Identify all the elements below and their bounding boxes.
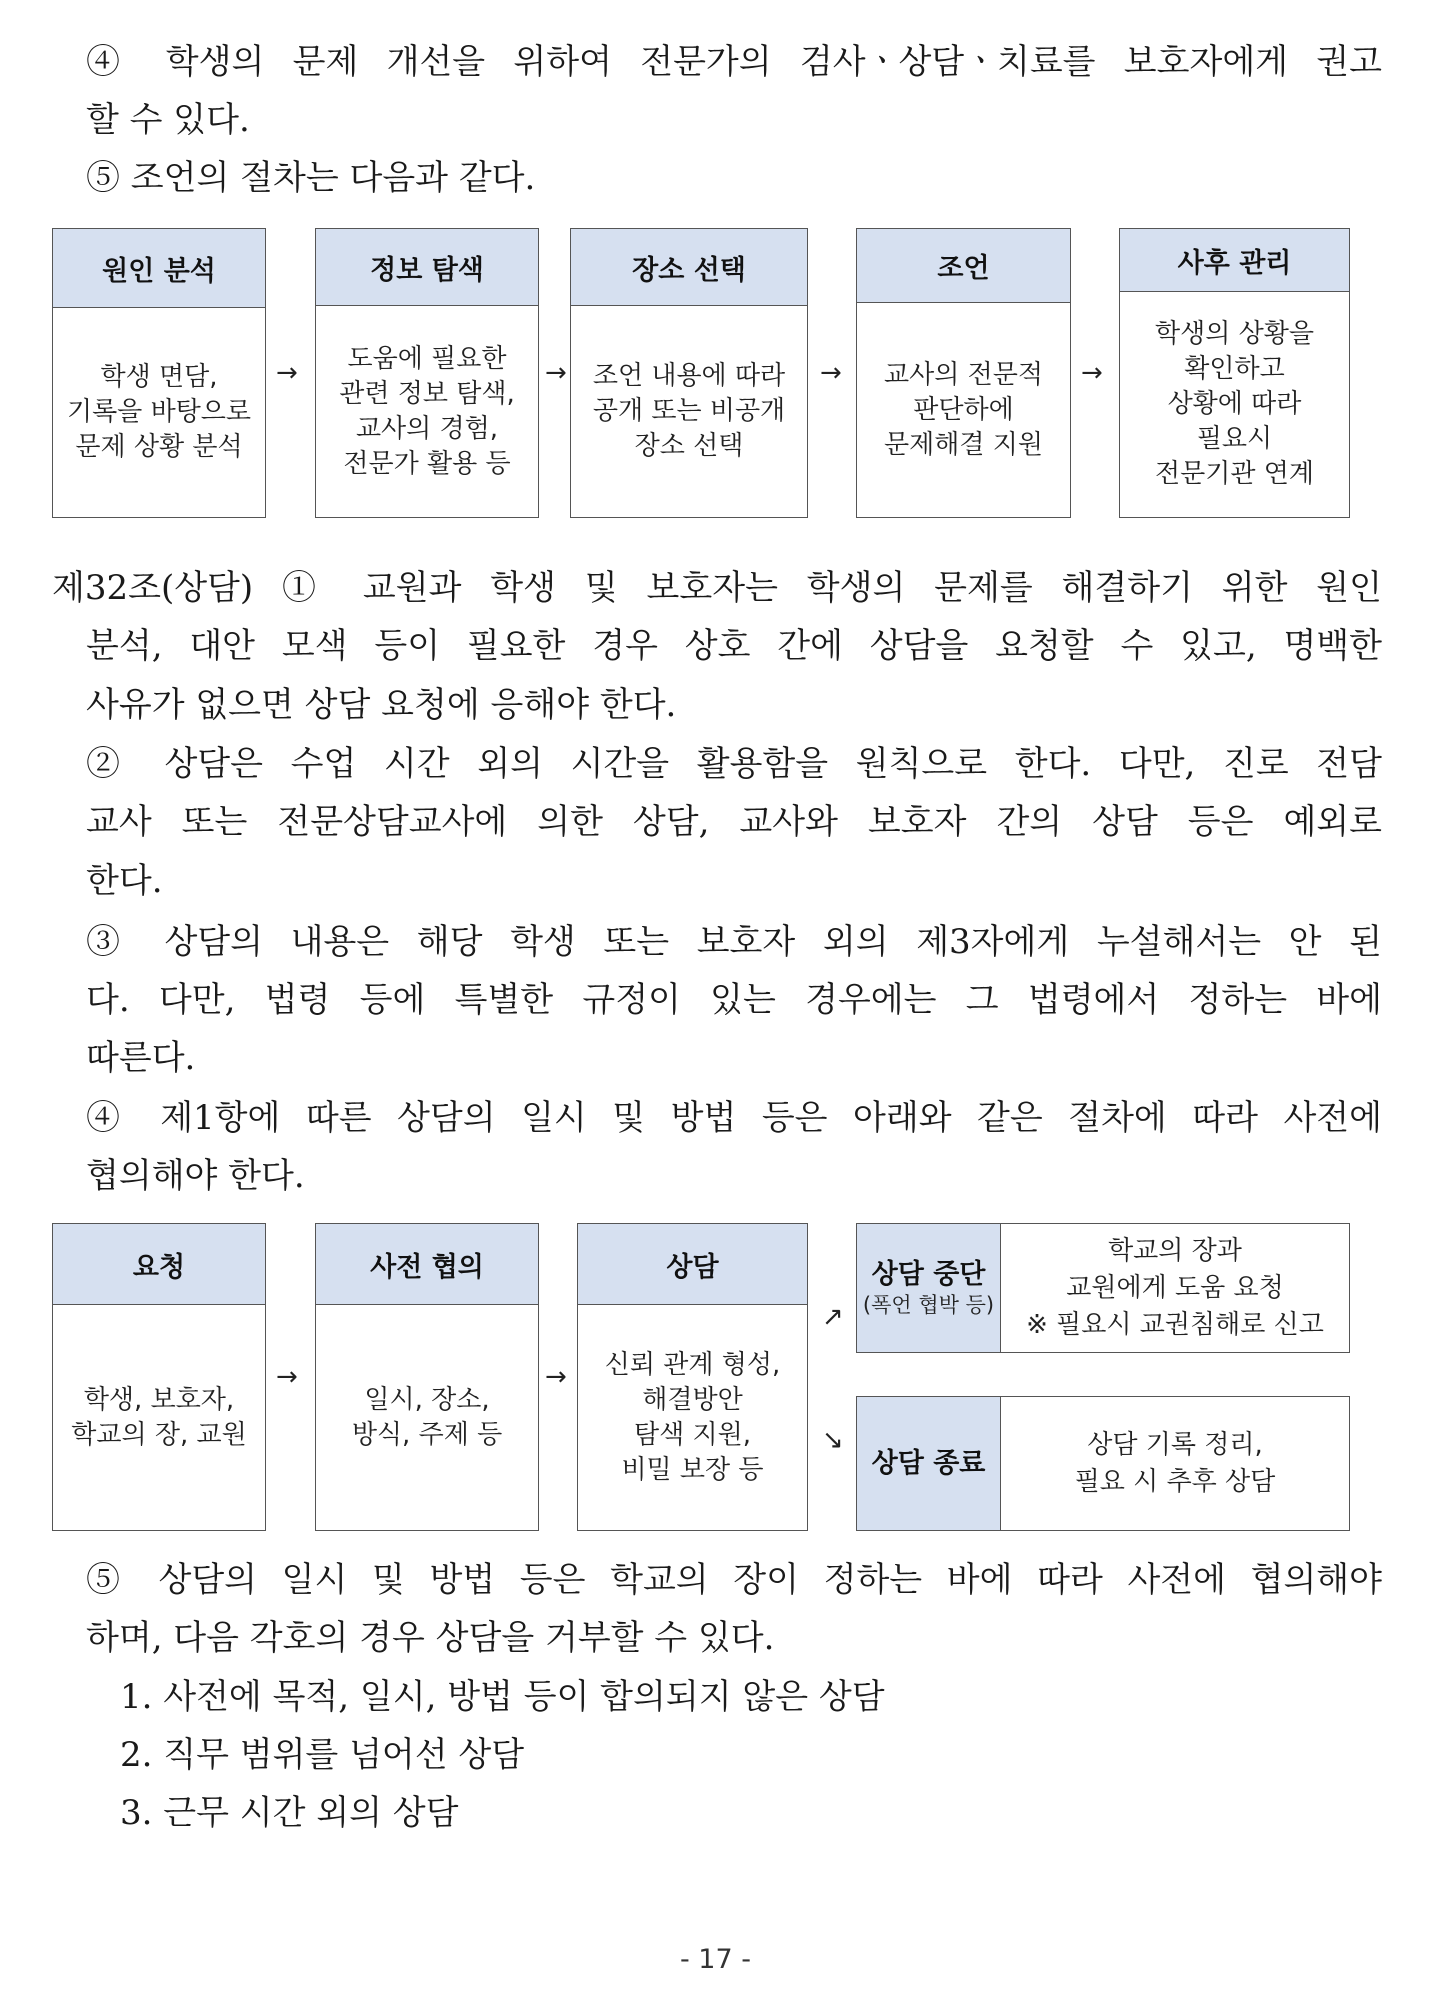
counsel-outcome-end [856,1396,1350,1531]
article-32-para-4-line-1: ④ 제1항에 따른 상담의 일시 및 방법 등은 아래와 같은 절차에 따라 사전에 [86,1098,1382,1138]
step-title: 원인 분석 [53,229,265,308]
article-32-para-4-line-2: 협의해야 한다. [86,1156,305,1196]
article-32-para-1-line-1: 제32조(상담) ① 교원과 학생 및 보호자는 학생의 문제를 해결하기 위한 원인 [52,568,1382,608]
counsel-step-request [52,1223,266,1531]
arrow-down-right-icon: ↘ [822,1425,844,1455]
outcome-label [857,1397,1001,1530]
article-32-para-1-line-3: 사유가 없으면 상담 요청에 응해야 한다. [86,685,677,725]
step-title: 사후 관리 [1120,229,1349,292]
arrow-right-icon: → [545,1362,567,1392]
step-title: 사전 협의 [316,1224,538,1305]
article-32-para-3-line-1: ③ 상담의 내용은 해당 학생 또는 보호자 외의 제3자에게 누설해서는 안 된 [86,922,1382,962]
step-text: 학생의 상황을 확인하고 상황에 따라 필요시 전문기관 연계 [1155,319,1314,489]
step-title: 상담 [578,1224,807,1305]
item-4-line-1: ④ 학생의 문제 개선을 위하여 전문가의 검사ㆍ상담ㆍ치료를 보호자에게 권고 [86,42,1382,82]
article-32-para-2-line-2: 교사 또는 전문상담교사에 의한 상담, 교사와 보호자 간의 상담 등은 예외로 [86,802,1382,842]
outcome-title: 상담 중단 [871,1259,986,1290]
article-32-para-3-line-3: 따른다. [86,1038,196,1078]
article-32-para-2-line-3: 한다. [86,861,163,901]
advice-step-place-selection [570,228,808,518]
step-text: 교사의 전문적 판단하에 문제해결 지원 [884,359,1043,460]
advice-step-info-search [315,228,539,518]
article-32-para-3-line-2: 다. 다만, 법령 등에 특별한 규정이 있는 경우에는 그 법령에서 정하는 바에 [86,980,1382,1020]
step-text: 신뢰 관계 형성, 해결방안 탐색 지원, 비밀 보장 등 [604,1349,781,1485]
arrow-right-icon: → [1081,358,1103,388]
outcome-title: 상담 종료 [871,1447,986,1479]
step-title: 조언 [857,229,1070,303]
article-32-para-2-line-1: ② 상담은 수업 시간 외의 시간을 활용함을 원칙으로 한다. 다만, 진로 전담 [86,744,1382,784]
step-title: 요청 [53,1224,265,1305]
arrow-right-icon: → [276,1362,298,1392]
counsel-outcome-stop [856,1223,1350,1353]
arrow-right-icon: → [820,358,842,388]
advice-step-advice [856,228,1071,518]
article-32-para-5-line-1: ⑤ 상담의 일시 및 방법 등은 학교의 장이 정하는 바에 따라 사전에 협의해야 [86,1560,1382,1600]
outcome-subtitle: (폭언 협박 등) [862,1293,995,1317]
outcome-label [857,1224,1001,1352]
step-title: 장소 선택 [571,229,807,306]
list-item: 3. 근무 시간 외의 상담 [120,1793,459,1833]
step-text: 도움에 필요한 관련 정보 탐색, 교사의 경험, 전문가 활용 등 [339,343,515,479]
step-title: 정보 탐색 [316,229,538,306]
page-number: - 17 - [679,1944,751,1975]
article-32-para-1-line-2: 분석, 대안 모색 등이 필요한 경우 상호 간에 상담을 요청할 수 있고, 명백한 [86,626,1382,666]
item-5: ⑤ 조언의 절차는 다음과 같다. [86,158,536,198]
step-text: 학생 면담, 기록을 바탕으로 문제 상황 분석 [66,362,252,462]
arrow-right-icon: → [545,358,567,388]
step-text: 일시, 장소, 방식, 주제 등 [351,1384,503,1450]
arrow-right-icon: → [276,358,298,388]
arrow-up-right-icon: ↗ [822,1302,844,1332]
outcome-text: 상담 기록 정리, 필요 시 추후 상담 [1074,1429,1276,1497]
advice-step-cause-analysis [52,228,266,518]
item-4-line-2: 할 수 있다. [86,100,250,140]
step-text: 학생, 보호자, 학교의 장, 교원 [71,1384,247,1450]
list-item: 2. 직무 범위를 넘어선 상담 [120,1735,525,1775]
article-32-para-5-line-2: 하며, 다음 각호의 경우 상담을 거부할 수 있다. [86,1618,775,1658]
counsel-step-counseling [577,1223,808,1531]
counsel-step-prior-consultation [315,1223,539,1531]
step-text: 조언 내용에 따라 공개 또는 비공개 장소 선택 [592,361,786,461]
list-item: 1. 사전에 목적, 일시, 방법 등이 합의되지 않은 상담 [120,1677,885,1717]
outcome-text: 학교의 장과 교원에게 도움 요청 ※ 필요시 교권침해로 신고 [1026,1235,1324,1340]
advice-step-follow-up [1119,228,1350,518]
